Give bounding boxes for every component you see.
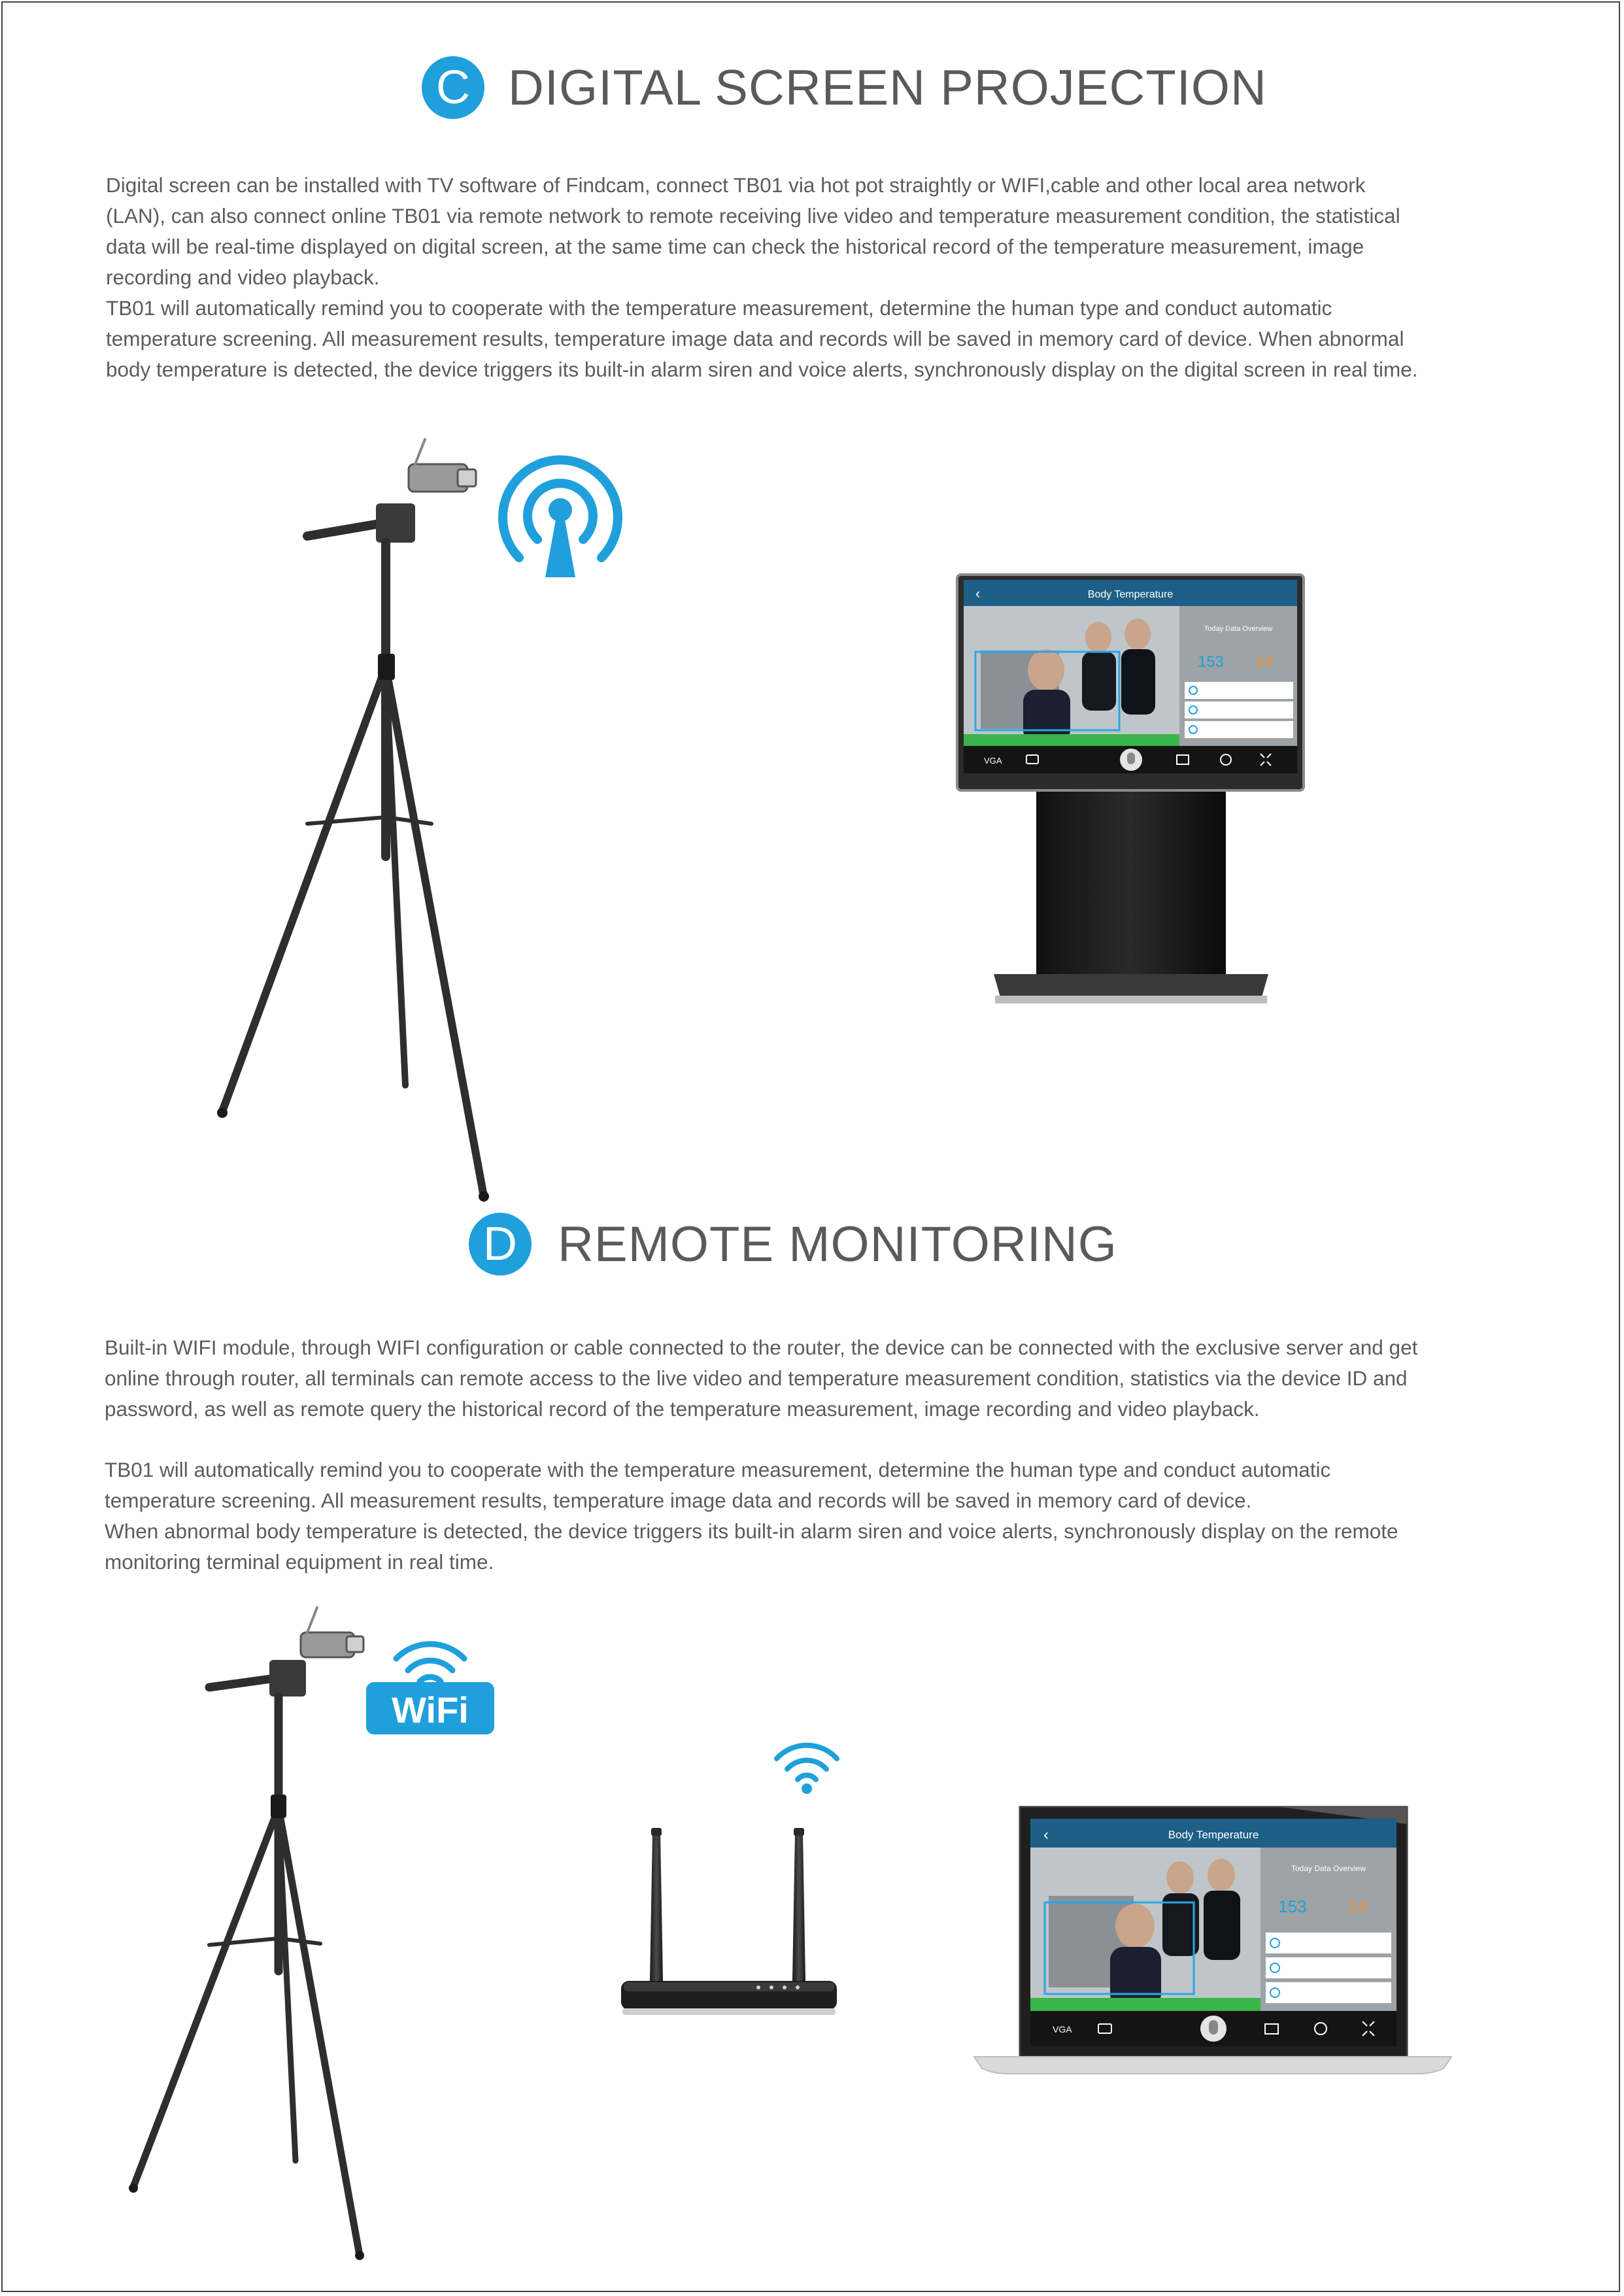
hotspot-broadcast-icon bbox=[498, 448, 622, 579]
laptop-quality-label: VGA bbox=[1053, 2024, 1072, 2034]
section-d-paragraph-3: When abnormal body temperature is detected, the device triggers its built-in alarm siren and voice alerts, synchronously display on the remote monitoring terminal equipment in real time. bbox=[105, 1519, 1398, 1574]
router-illustration bbox=[615, 1824, 843, 2033]
quality-label: VGA bbox=[984, 756, 1002, 766]
abnormal-count: 14 bbox=[1255, 653, 1274, 671]
wifi-signal-icon bbox=[771, 1739, 842, 1797]
section-d-paragraph-2: TB01 will automatically remind you to cooperate with the temperature measurement, determine the human type and conduct automatic temperature screening. All measurement results, temperature image data and records will be saved in memory card of device. bbox=[105, 1458, 1331, 1512]
section-d-title: REMOTE MONITORING bbox=[558, 1216, 1117, 1272]
section-d-heading bbox=[469, 1213, 1117, 1275]
section-c-paragraph-2: TB01 will automatically remind you to cooperate with the temperature measurement, determine the human type and conduct automatic temperature screening. All measurement results, temperature image data and records will be saved in memory card of device. When abnormal body temperature is detected, the device triggers its built-in alarm siren and voice alerts, synchronously display on the digital screen in real time. bbox=[106, 296, 1418, 381]
wifi-logo-icon bbox=[365, 1631, 496, 1736]
tripod-camera-illustration bbox=[209, 431, 510, 1203]
section-d-badge: D bbox=[469, 1213, 532, 1275]
laptop-abnormal-count: 14 bbox=[1348, 1897, 1368, 1916]
wifi-logo-text: WiFi bbox=[392, 1689, 469, 1730]
section-c-title: DIGITAL SCREEN PROJECTION bbox=[508, 59, 1267, 116]
digital-screen-stand-illustration bbox=[955, 572, 1308, 1049]
laptop-illustration bbox=[968, 1804, 1458, 2079]
laptop-normal-count: 153 bbox=[1278, 1897, 1307, 1916]
laptop-back-chevron-icon: ‹ bbox=[1043, 1826, 1049, 1844]
back-chevron-icon: ‹ bbox=[975, 585, 981, 601]
normal-count: 153 bbox=[1197, 653, 1225, 671]
section-c-heading bbox=[422, 56, 1267, 119]
laptop-app-header-title: Body Temperature bbox=[1168, 1829, 1259, 1841]
overview-title: Today Data Overview bbox=[1204, 625, 1273, 633]
section-c-paragraph-1: Digital screen can be installed with TV software of Findcam, connect TB01 via hot pot straightly or WIFI,cable and other local area network (LAN), can also connect online TB01 via remote network to remote receiving live video and temperature measurement condition, the statistical data will be real-time displayed on digital screen, at the same time can check the historical record of the temperature measurement, image recording and video playback. bbox=[106, 173, 1400, 289]
app-header-title: Body Temperature bbox=[1087, 589, 1174, 600]
laptop-overview-title: Today Data Overview bbox=[1291, 1864, 1366, 1873]
section-d-paragraph-1: Built-in WIFI module, through WIFI configuration or cable connected to the router, the device can be connected with the exclusive server and get online through router, all terminals can remote access to the live video and temperature measurement condition, statistics via the device ID and password, as well as remote query the historical record of the temperature measurement, image recording and video playback. bbox=[105, 1336, 1418, 1421]
section-c-badge: C bbox=[422, 56, 484, 119]
